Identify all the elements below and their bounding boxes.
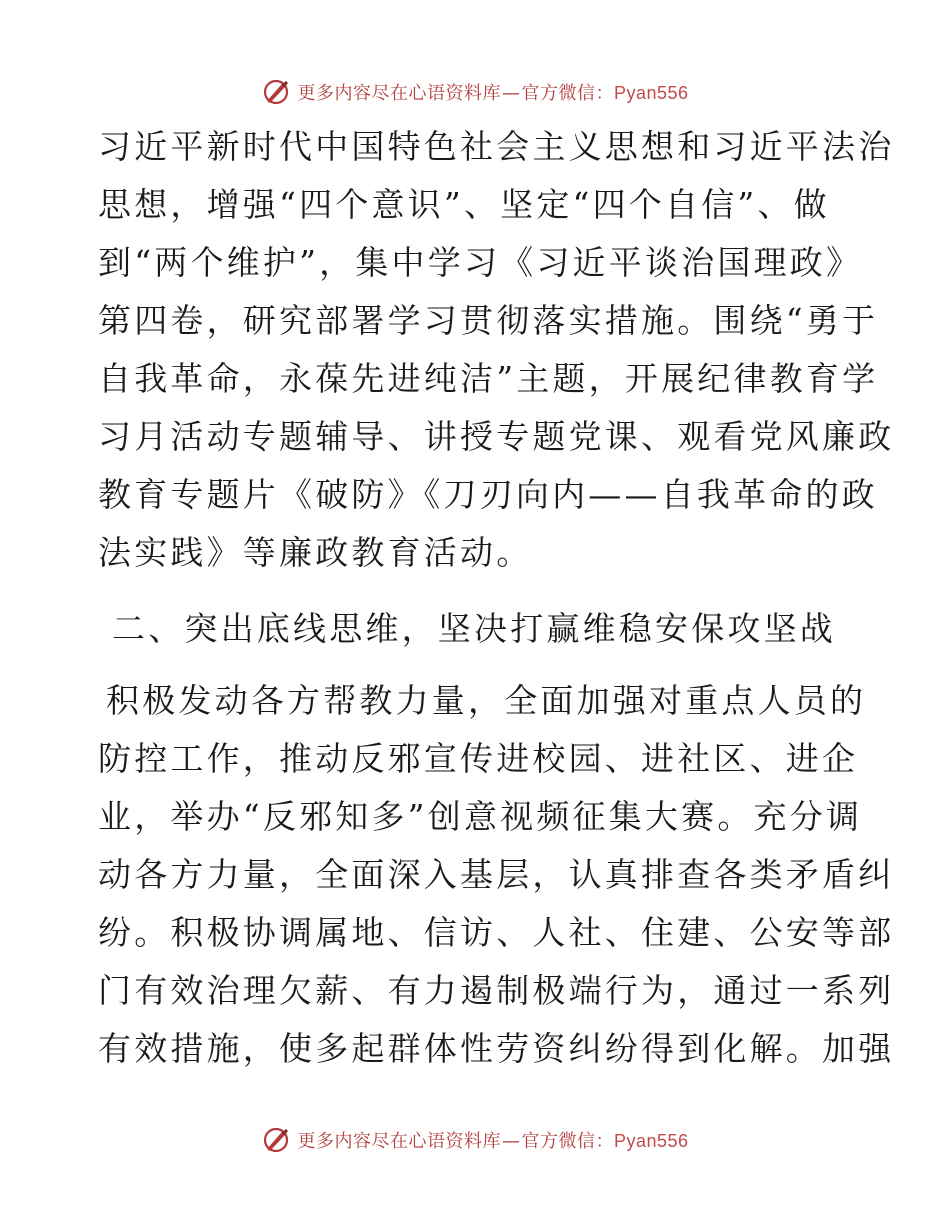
- watermark-wechat-id: Pyan556: [613, 1131, 689, 1151]
- paragraph-2-line: 有效措施，使多起群体性劳资纠纷得到化解。加强: [98, 1029, 895, 1068]
- watermark-site-text: 更多内容尽在心语资料库: [297, 1131, 501, 1152]
- pen-logo-icon: [261, 1125, 291, 1155]
- paragraph-2-line: 纷。积极协调属地、信访、人社、住建、公安等部: [98, 913, 895, 952]
- watermark-wechat-label: 官方微信：: [521, 83, 614, 104]
- paragraph-1-line: 习近平新时代中国特色社会主义思想和习近平法治: [98, 127, 895, 166]
- paragraph-1-line: 习月活动专题辅导、讲授专题党课、观看党风廉政: [98, 417, 895, 456]
- paragraph-2-line: 防控工作，推动反邪宣传进校园、进社区、进企: [98, 739, 859, 778]
- watermark-separator: —: [501, 83, 521, 104]
- spacer: [98, 582, 858, 600]
- section-heading: 二、突出底线思维，坚决打赢维稳安保攻坚战: [112, 609, 836, 648]
- paragraph-1-line: 法实践》等廉政教育活动。: [98, 533, 533, 572]
- paragraph-1-line: 自我革命，永葆先进纯洁”主题，开展纪律教育学: [98, 359, 879, 398]
- paragraph-2-line: 业，举办“反邪知多”创意视频征集大赛。充分调: [98, 797, 863, 836]
- paragraph-2-line: 动各方力量，全面深入基层，认真排查各类矛盾纠: [98, 855, 895, 894]
- paragraph-1-line: 第四卷，研究部署学习贯彻落实措施。围绕“勇于: [98, 301, 879, 340]
- watermark-site-text: 更多内容尽在心语资料库: [297, 83, 501, 104]
- paragraph-2-line: 积极发动各方帮教力量，全面加强对重点人员的: [106, 681, 867, 720]
- footer-watermark: [0, 1120, 950, 1160]
- spacer: [98, 658, 858, 672]
- document-body: [98, 118, 895, 1078]
- watermark-text-group: [297, 1127, 688, 1153]
- header-watermark: [0, 72, 950, 112]
- watermark-wechat-id: Pyan556: [613, 83, 689, 103]
- watermark-text-group: [297, 79, 688, 105]
- paragraph-1-line: 教育专题片《破防》《刀刃向内——自我革命的政: [98, 475, 878, 514]
- watermark-separator: —: [501, 1131, 521, 1152]
- pen-logo-icon: [261, 77, 291, 107]
- paragraph-2-line: 门有效治理欠薪、有力遏制极端行为，通过一系列: [98, 971, 895, 1010]
- watermark-wechat-label: 官方微信：: [521, 1131, 614, 1152]
- paragraph-1-line: 思想，增强“四个意识”、坚定“四个自信”、做: [98, 185, 830, 224]
- paragraph-1-line: 到“两个维护”，集中学习《习近平谈治国理政》: [98, 243, 863, 282]
